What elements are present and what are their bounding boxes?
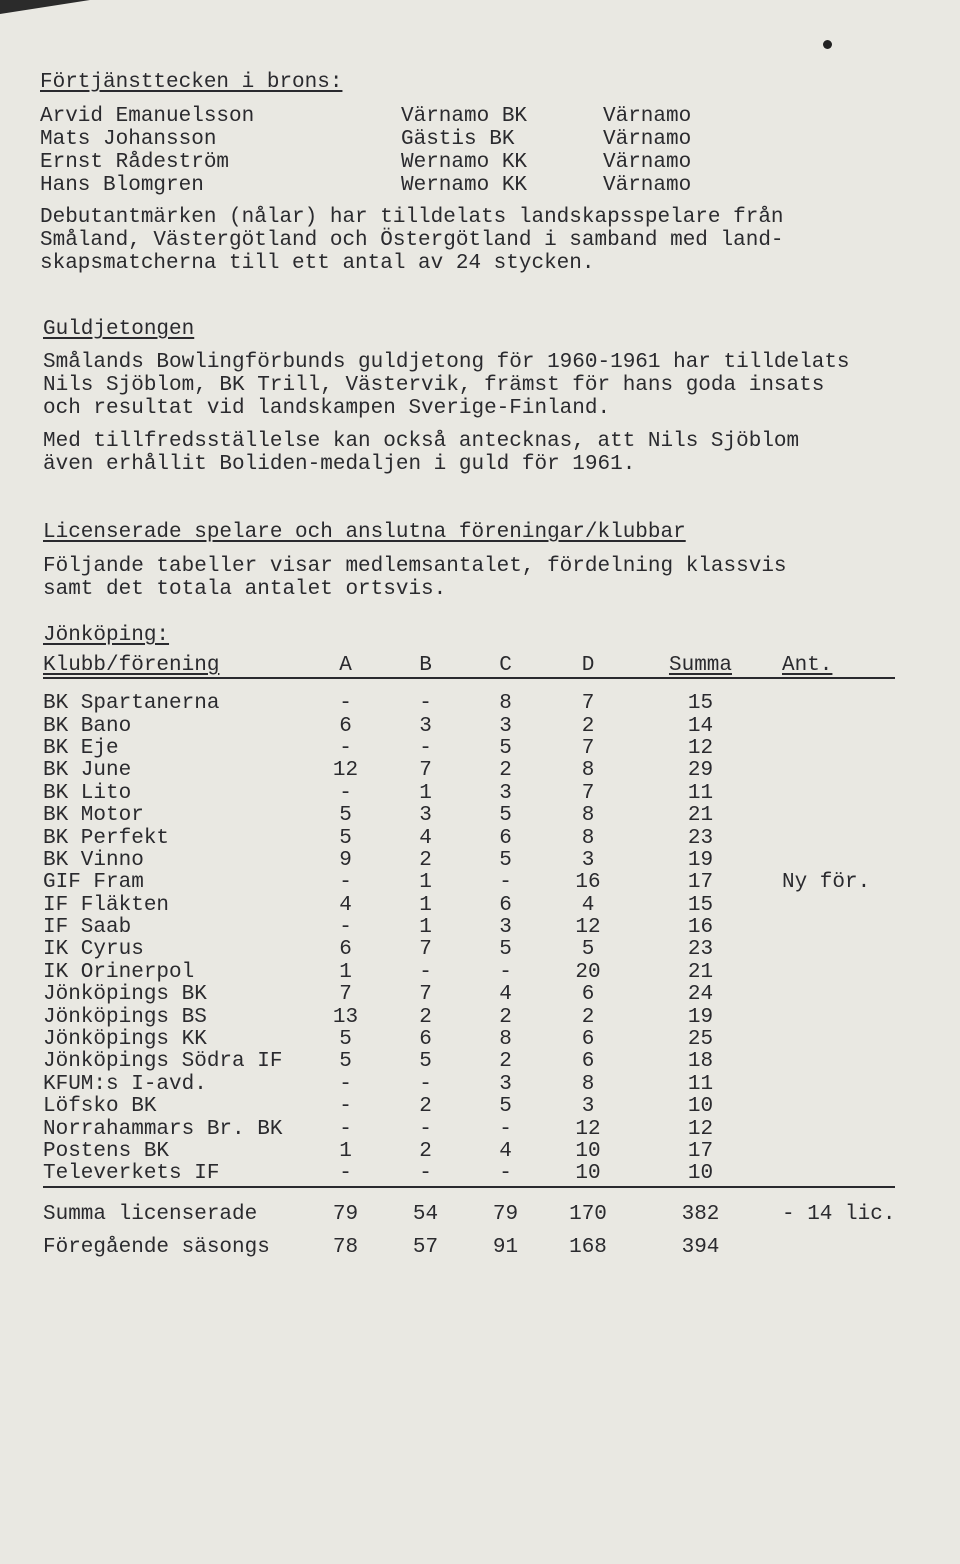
- table-row: [43, 895, 895, 917]
- club-name: BK June: [43, 759, 132, 783]
- gold-line: Smålands Bowlingförbunds guldjetong för 1960-1961 har tilldelats: [43, 351, 850, 374]
- club-rows: [43, 678, 895, 1264]
- value-a: -: [339, 871, 352, 895]
- value-d: 168: [569, 1235, 607, 1259]
- value-c: 6: [499, 893, 512, 917]
- value-b: 1: [419, 871, 432, 895]
- value-ant: [768, 1074, 895, 1096]
- value-summa: 394: [681, 1235, 720, 1259]
- value-d: 2: [581, 1005, 595, 1029]
- value-summa: 12: [687, 1117, 714, 1141]
- value-c: 6: [499, 826, 512, 850]
- club-name: KFUM:s I-avd.: [43, 1072, 207, 1096]
- value-d: 12: [575, 916, 601, 940]
- value-b: -: [419, 1162, 432, 1186]
- value-d: 5: [581, 938, 595, 962]
- bronze-name: Arvid Emanuelsson: [40, 105, 255, 128]
- value-ant: [768, 1141, 895, 1163]
- column-header-ant: Ant.: [768, 655, 895, 678]
- value-b: 1: [419, 781, 432, 805]
- table-header-row: [43, 655, 895, 678]
- value-b: -: [419, 1072, 432, 1096]
- value-c: 8: [499, 692, 512, 716]
- value-d: 8: [581, 804, 595, 828]
- bronze-club: Wernamo KK: [401, 174, 528, 197]
- gold-line: Nils Sjöblom, BK Trill, Västervik, främst för hans goda insats: [43, 374, 825, 397]
- club-name: BK Bano: [43, 714, 132, 738]
- value-a: -: [339, 1162, 352, 1186]
- value-b: 2: [419, 848, 432, 872]
- club-name: BK Perfekt: [43, 826, 170, 850]
- value-summa: 15: [687, 692, 714, 716]
- value-summa: 23: [687, 826, 714, 850]
- value-ant: [768, 1096, 895, 1118]
- value-c: 3: [499, 1072, 512, 1096]
- value-c: 4: [499, 983, 512, 1007]
- value-c: 5: [499, 848, 512, 872]
- value-a: -: [339, 1117, 352, 1141]
- value-summa: 12: [687, 736, 714, 760]
- table-row: [43, 962, 895, 984]
- value-summa: 21: [687, 960, 714, 984]
- value-c: 2: [499, 1005, 512, 1029]
- column-header-club: Klubb/förening: [43, 655, 308, 678]
- value-b: 57: [412, 1235, 439, 1259]
- value-a: 1: [339, 1140, 352, 1163]
- club-name: Jönköpings KK: [43, 1028, 207, 1052]
- value-b: 7: [419, 938, 432, 962]
- value-summa: 19: [687, 1005, 714, 1029]
- club-table: [43, 655, 895, 1264]
- table-row: [43, 1118, 895, 1140]
- bronze-name: Mats Johansson: [40, 128, 217, 151]
- value-b: 54: [412, 1202, 439, 1226]
- gold-line: och resultat vid landskampen Sverige-Finland.: [43, 397, 611, 420]
- debut-line: Debutantmärken (nålar) har tilldelats landskapsspelare från: [40, 206, 784, 229]
- value-b: 3: [419, 804, 432, 828]
- club-name: IF Saab: [43, 916, 132, 940]
- value-d: 170: [569, 1202, 607, 1226]
- value-d: 4: [581, 893, 595, 917]
- club-name: Norrahammars Br. BK: [43, 1117, 283, 1141]
- value-c: 3: [499, 916, 512, 940]
- value-c: 8: [499, 1028, 512, 1052]
- table-row: [43, 1074, 895, 1096]
- bronze-city: Värnamo: [603, 151, 692, 174]
- value-a: 4: [339, 893, 352, 917]
- value-summa: 15: [687, 893, 714, 917]
- value-a: 12: [332, 759, 359, 783]
- value-a: 5: [339, 1028, 352, 1052]
- bronze-club: Värnamo BK: [401, 105, 528, 128]
- value-summa: 29: [687, 759, 714, 783]
- ink-dot: [823, 40, 832, 49]
- club-name: Föregående säsongs: [43, 1235, 270, 1259]
- value-ant: [768, 962, 895, 984]
- value-c: -: [499, 871, 512, 895]
- table-row: [43, 715, 895, 737]
- value-ant: [768, 850, 895, 872]
- value-summa: 24: [687, 983, 714, 1007]
- value-d: 10: [575, 1162, 601, 1186]
- bronze-club: Gästis BK: [401, 128, 515, 151]
- value-a: 6: [339, 714, 352, 738]
- club-name: GIF Fram: [43, 871, 144, 895]
- table-row: [43, 760, 895, 782]
- value-a: -: [339, 1072, 352, 1096]
- column-header-summa: Summa: [633, 655, 768, 678]
- value-ant: [768, 1118, 895, 1140]
- value-b: 2: [419, 1140, 432, 1163]
- table-row: [43, 783, 895, 805]
- value-a: -: [339, 736, 352, 760]
- value-d: 8: [581, 826, 595, 850]
- club-name: Jönköpings BK: [43, 983, 207, 1007]
- value-c: 3: [499, 714, 512, 738]
- value-b: 4: [419, 826, 432, 850]
- value-ant: [768, 783, 895, 805]
- value-summa: 10: [687, 1162, 714, 1186]
- totals-rule: [43, 1187, 895, 1198]
- debut-line: skapsmatcherna till ett antal av 24 stycken.: [40, 252, 595, 275]
- value-ant: [768, 984, 895, 1006]
- value-a: 5: [339, 1050, 352, 1074]
- value-summa: 25: [687, 1028, 714, 1052]
- value-a: 13: [332, 1005, 359, 1029]
- club-name: BK Lito: [43, 781, 132, 805]
- value-summa: 18: [687, 1050, 714, 1074]
- value-d: 7: [581, 781, 595, 805]
- value-c: 2: [499, 759, 512, 783]
- value-c: 4: [499, 1140, 512, 1163]
- value-a: 5: [339, 826, 352, 850]
- column-header-a: A: [308, 655, 383, 678]
- value-c: 2: [499, 1050, 512, 1074]
- value-b: 7: [419, 759, 432, 783]
- value-c: 5: [499, 804, 512, 828]
- value-ant: [768, 939, 895, 961]
- page-corner-mark: [0, 0, 90, 14]
- value-a: 9: [339, 848, 352, 872]
- club-name: BK Spartanerna: [43, 692, 220, 716]
- value-a: -: [339, 781, 352, 805]
- gold-line: Med tillfredsställelse kan också antecknas, att Nils Sjöblom: [43, 430, 800, 453]
- value-b: 1: [419, 893, 432, 917]
- club-name: BK Eje: [43, 736, 119, 760]
- value-a: 1: [339, 960, 352, 984]
- table-row: [43, 693, 895, 715]
- table-row: [43, 738, 895, 760]
- value-b: 2: [419, 1005, 432, 1029]
- bronze-city: Värnamo: [603, 174, 692, 197]
- table-row: [43, 872, 895, 894]
- value-d: 6: [581, 983, 595, 1007]
- club-name: Jönköpings Södra IF: [43, 1050, 283, 1074]
- value-d: 7: [581, 736, 595, 760]
- table-row: [43, 917, 895, 939]
- value-a: 6: [339, 938, 352, 962]
- value-ant: [768, 895, 895, 917]
- value-a: -: [339, 916, 352, 940]
- value-d: 3: [581, 1095, 595, 1119]
- gold-heading: Guldjetongen: [43, 318, 195, 341]
- club-name: Postens BK: [43, 1140, 170, 1163]
- table-row: [43, 939, 895, 961]
- value-c: 5: [499, 1095, 512, 1119]
- column-header-b: B: [383, 655, 468, 678]
- value-d: 6: [581, 1028, 595, 1052]
- value-ant: [768, 805, 895, 827]
- header-gap: [43, 678, 895, 693]
- bronze-heading: Förtjänsttecken i brons:: [40, 71, 343, 94]
- club-name: BK Motor: [43, 804, 144, 828]
- value-a: 5: [339, 804, 352, 828]
- value-a: 79: [332, 1202, 359, 1226]
- value-b: 6: [419, 1028, 432, 1052]
- gold-line: även erhållit Boliden-medaljen i guld för 1961.: [43, 453, 636, 476]
- value-ant: [768, 693, 895, 715]
- club-name: Löfsko BK: [43, 1095, 157, 1119]
- value-summa: 17: [687, 1140, 714, 1163]
- value-c: 5: [499, 736, 512, 760]
- bronze-city: Värnamo: [603, 105, 692, 128]
- value-d: 8: [581, 1072, 595, 1096]
- debut-line: Småland, Västergötland och Östergötland i samband med land-: [40, 229, 784, 252]
- club-name: IF Fläkten: [43, 893, 170, 917]
- value-a: 78: [332, 1235, 359, 1259]
- value-d: 7: [581, 692, 595, 716]
- table-row: [43, 1096, 895, 1118]
- value-c: 79: [492, 1202, 519, 1226]
- licensed-heading: Licenserade spelare och anslutna föreningar/klubbar: [43, 521, 686, 544]
- value-ant: [768, 827, 895, 849]
- value-summa: 21: [687, 804, 714, 828]
- bronze-name: Hans Blomgren: [40, 174, 204, 197]
- table-row: [43, 1051, 895, 1073]
- column-header-c: C: [468, 655, 543, 678]
- table-row: [43, 1029, 895, 1051]
- table-row: [43, 1163, 895, 1186]
- value-summa: 10: [687, 1095, 714, 1119]
- value-ant: [768, 1051, 895, 1073]
- value-summa: 11: [687, 1072, 714, 1096]
- header-gap-cell: [43, 678, 895, 693]
- totals-row: [43, 1198, 895, 1231]
- value-ant: [768, 917, 895, 939]
- club-name: Televerkets IF: [43, 1162, 220, 1186]
- value-d: 20: [575, 960, 601, 984]
- value-summa: 11: [687, 781, 714, 805]
- value-c: 3: [499, 781, 512, 805]
- value-ant: [768, 1231, 895, 1264]
- value-ant: [768, 760, 895, 782]
- value-d: 2: [581, 714, 595, 738]
- value-c: -: [499, 1162, 512, 1186]
- licensed-line: samt det totala antalet ortsvis.: [43, 578, 447, 601]
- value-d: 3: [581, 848, 595, 872]
- value-summa: 23: [687, 938, 714, 962]
- jonkoping-heading: Jönköping:: [43, 624, 170, 647]
- table-row: [43, 1006, 895, 1028]
- table-row: [43, 1141, 895, 1163]
- table-row: [43, 850, 895, 872]
- value-ant: [768, 1163, 895, 1186]
- value-b: -: [419, 1117, 432, 1141]
- value-d: 6: [581, 1050, 595, 1074]
- value-c: 5: [499, 938, 512, 962]
- value-summa: 19: [687, 848, 714, 872]
- value-ant: - 14 lic.: [782, 1202, 896, 1226]
- club-name: BK Vinno: [43, 848, 144, 872]
- value-a: -: [339, 1095, 352, 1119]
- value-c: -: [499, 1117, 512, 1141]
- value-b: 5: [419, 1050, 432, 1074]
- value-ant: [768, 738, 895, 760]
- value-ant: [768, 1006, 895, 1028]
- value-summa: 17: [687, 871, 714, 895]
- value-a: -: [339, 692, 352, 716]
- value-b: 1: [419, 916, 432, 940]
- bronze-name: Ernst Rådeström: [40, 151, 230, 174]
- value-ant: [768, 1029, 895, 1051]
- totals-rule-cell: [43, 1187, 895, 1198]
- value-c: -: [499, 960, 512, 984]
- value-b: 7: [419, 983, 432, 1007]
- table-row: [43, 827, 895, 849]
- value-c: 91: [492, 1235, 519, 1259]
- value-a: 7: [339, 983, 352, 1007]
- value-summa: 382: [681, 1202, 720, 1226]
- bronze-city: Värnamo: [603, 128, 692, 151]
- value-b: 3: [419, 714, 432, 738]
- value-b: -: [419, 692, 432, 716]
- column-header-d: D: [543, 655, 633, 678]
- value-b: -: [419, 960, 432, 984]
- value-d: 12: [575, 1117, 601, 1141]
- value-ant: Ny för.: [782, 871, 871, 895]
- bronze-club: Wernamo KK: [401, 151, 528, 174]
- value-summa: 14: [687, 714, 714, 738]
- value-b: 2: [419, 1095, 432, 1119]
- totals-row: [43, 1231, 895, 1264]
- licensed-line: Följande tabeller visar medlemsantalet, fördelning klassvis: [43, 555, 787, 578]
- value-d: 10: [575, 1140, 601, 1163]
- table-row: [43, 984, 895, 1006]
- value-d: 8: [581, 759, 595, 783]
- value-d: 16: [575, 871, 601, 895]
- table-row: [43, 805, 895, 827]
- value-b: -: [419, 736, 432, 760]
- club-name: IK Cyrus: [43, 938, 144, 962]
- club-name: IK Orinerpol: [43, 960, 195, 984]
- club-name: Summa licenserade: [43, 1202, 258, 1226]
- value-summa: 16: [687, 916, 714, 940]
- value-ant: [768, 715, 895, 737]
- club-name: Jönköpings BS: [43, 1005, 207, 1029]
